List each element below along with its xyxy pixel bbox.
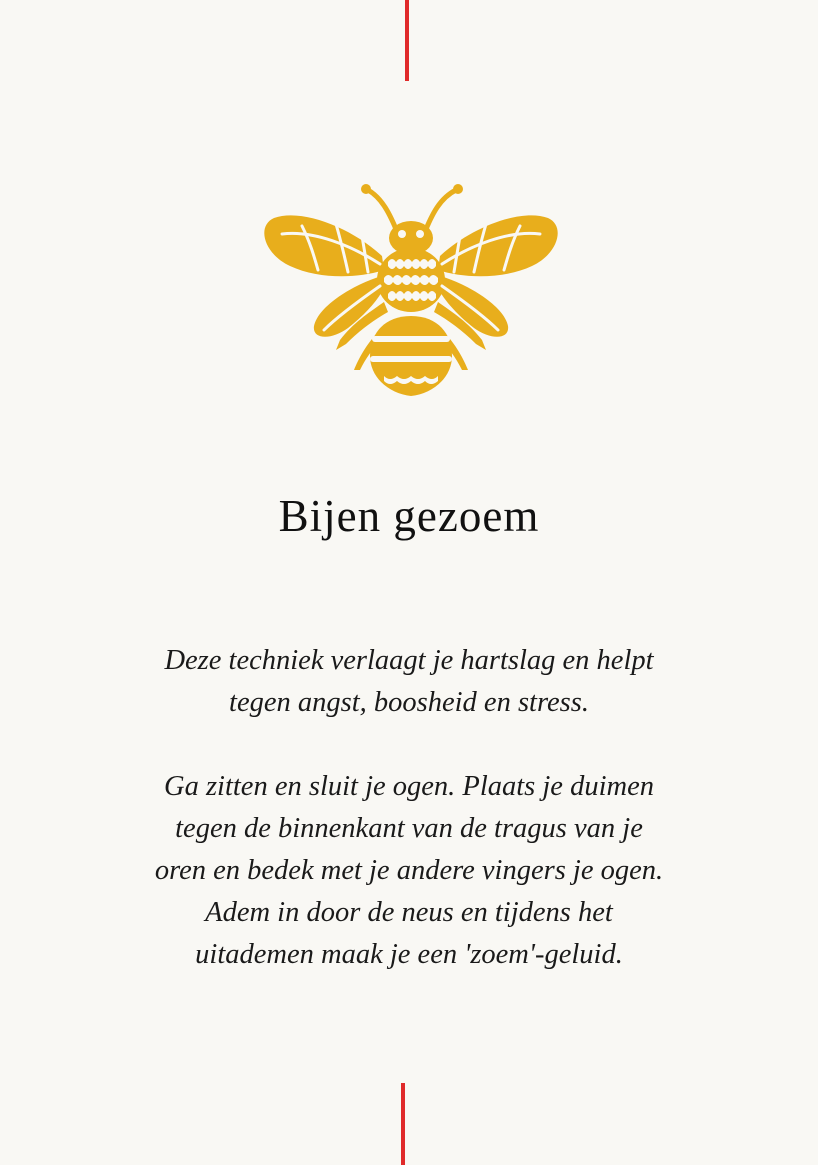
top-accent-rule <box>405 0 409 81</box>
instructions-line: uitademen maak je een 'zoem'-geluid. <box>195 939 623 970</box>
bottom-accent-rule <box>401 1083 405 1165</box>
intro-line: tegen angst, boosheid en stress. <box>229 687 589 718</box>
intro-paragraph <box>120 640 698 724</box>
instructions-line: Ga zitten en sluit je ogen. Plaats je duimen <box>164 771 654 802</box>
bee-icon <box>262 184 560 398</box>
instructions-line: tegen de binnenkant van de tragus van je <box>175 813 643 844</box>
instructions-paragraph <box>120 766 698 976</box>
intro-line: Deze techniek verlaagt je hartslag en helpt <box>164 645 654 676</box>
instructions-line: Adem in door de neus en tijdens het <box>205 897 613 928</box>
page-title: Bijen gezoem <box>278 491 540 541</box>
instructions-line: oren en bedek met je andere vingers je ogen. <box>154 855 664 886</box>
